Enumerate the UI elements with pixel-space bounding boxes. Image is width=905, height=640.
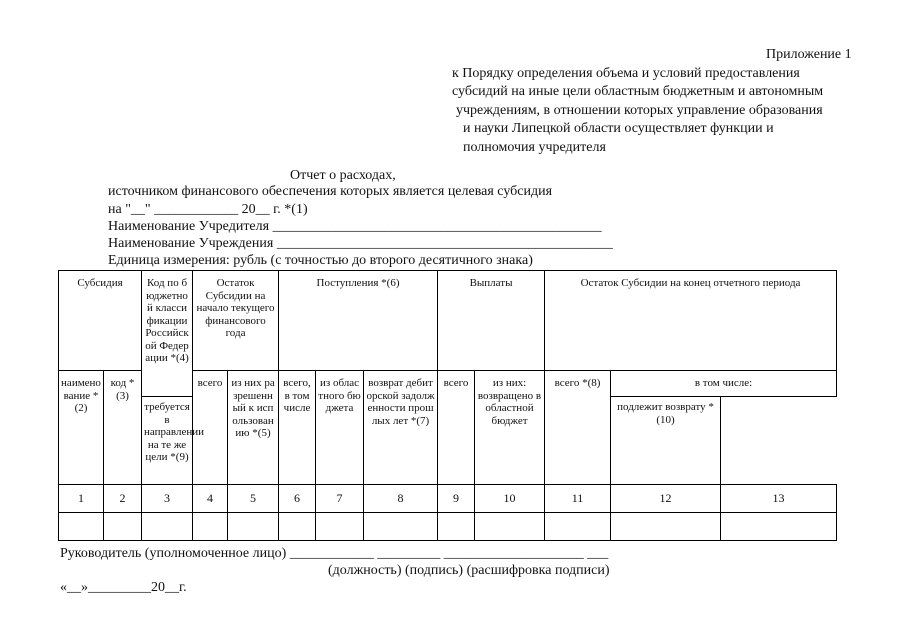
col-income-total: всего, в том числе bbox=[279, 371, 316, 485]
table-cell[interactable] bbox=[104, 513, 142, 541]
table-cell[interactable] bbox=[279, 513, 316, 541]
header-budget-code: Код по бюджетной классификации Российской Федерации *(4) bbox=[142, 271, 193, 397]
column-number: 2 bbox=[104, 485, 142, 513]
column-number: 9 bbox=[438, 485, 475, 513]
signature-captions: (должность) (подпись) (расшифровка подписи) bbox=[328, 563, 610, 578]
column-number: 8 bbox=[364, 485, 438, 513]
appendix-line: субсидий на иные цели областным бюджетным и автономным bbox=[452, 84, 824, 99]
col-balance-start-allowed: из них разрешенный к использованию *(5) bbox=[228, 371, 279, 485]
signature-date-line: «__»_________20__г. bbox=[60, 580, 187, 595]
unit-line: Единица измерения: рубль (с точностью до второго десятичного знака) bbox=[108, 253, 533, 268]
column-number: 7 bbox=[316, 485, 364, 513]
table-cell[interactable] bbox=[142, 513, 193, 541]
appendix-line: и науки Липецкой области осуществляет функции и bbox=[463, 121, 774, 136]
data-entry-row bbox=[59, 513, 837, 541]
col-balance-end-including: в том числе: bbox=[611, 371, 837, 397]
table-cell[interactable] bbox=[545, 513, 611, 541]
appendix-block bbox=[452, 46, 852, 157]
table-cell[interactable] bbox=[475, 513, 545, 541]
header-subsidy: Субсидия bbox=[59, 271, 142, 371]
col-payments-returned: из них: возвращено в областной бюджет bbox=[475, 371, 545, 485]
column-number: 3 bbox=[142, 485, 193, 513]
column-number: 12 bbox=[611, 485, 721, 513]
column-number: 1 bbox=[59, 485, 104, 513]
column-number-row bbox=[59, 485, 837, 513]
table-cell[interactable] bbox=[364, 513, 438, 541]
column-number: 4 bbox=[193, 485, 228, 513]
table-cell[interactable] bbox=[721, 513, 837, 541]
col-subsidy-name: наименование *(2) bbox=[59, 371, 104, 485]
header-payments: Выплаты bbox=[438, 271, 545, 371]
founder-line: Наименование Учредителя _______________________________________________ bbox=[108, 219, 602, 234]
col-balance-end-needed: требуется в направлении на те же цели *(9) bbox=[142, 397, 193, 485]
header-balance-start: Остаток Субсидии на начало текущего финансового года bbox=[193, 271, 279, 371]
col-subsidy-code: код *(3) bbox=[104, 371, 142, 485]
table-cell[interactable] bbox=[316, 513, 364, 541]
report-title: Отчет о расходах, bbox=[290, 168, 396, 183]
column-number: 13 bbox=[721, 485, 837, 513]
col-balance-start-total: всего bbox=[193, 371, 228, 485]
institution-line: Наименование Учреждения ________________________________________________ bbox=[108, 236, 613, 251]
column-number: 10 bbox=[475, 485, 545, 513]
col-balance-end-return: подлежит возврату *(10) bbox=[611, 397, 721, 485]
col-income-regional: из областного бюджета bbox=[316, 371, 364, 485]
appendix-line: к Порядку определения объема и условий предоставления bbox=[452, 65, 800, 81]
header-income: Поступления *(6) bbox=[279, 271, 438, 371]
appendix-line: полномочия учредителя bbox=[463, 139, 606, 155]
report-date-line: на "__" ____________ 20__ г. *(1) bbox=[108, 202, 308, 217]
appendix-line: учреждениям, в отношении которых управление образования bbox=[456, 102, 823, 118]
header-balance-end: Остаток Субсидии на конец отчетного периода bbox=[545, 271, 837, 371]
table-header-row-1 bbox=[59, 271, 837, 371]
col-payments-total: всего bbox=[438, 371, 475, 485]
column-number: 11 bbox=[545, 485, 611, 513]
col-balance-end-total: всего *(8) bbox=[545, 371, 611, 485]
table-cell[interactable] bbox=[193, 513, 228, 541]
appendix-title: Приложение 1 bbox=[766, 47, 852, 62]
report-subtitle: источником финансового обеспечения которых является целевая субсидия bbox=[108, 184, 553, 199]
col-income-debt-return: возврат дебиторской задолженности прошлых лет *(7) bbox=[364, 371, 438, 485]
signature-head-line: Руководитель (уполномоченное лицо) ____________ _________ ____________________ ___ bbox=[60, 546, 609, 561]
table-cell[interactable] bbox=[228, 513, 279, 541]
table-cell[interactable] bbox=[611, 513, 721, 541]
table-cell[interactable] bbox=[438, 513, 475, 541]
expense-report-table bbox=[58, 270, 837, 541]
table-cell[interactable] bbox=[59, 513, 104, 541]
column-number: 5 bbox=[228, 485, 279, 513]
column-number: 6 bbox=[279, 485, 316, 513]
